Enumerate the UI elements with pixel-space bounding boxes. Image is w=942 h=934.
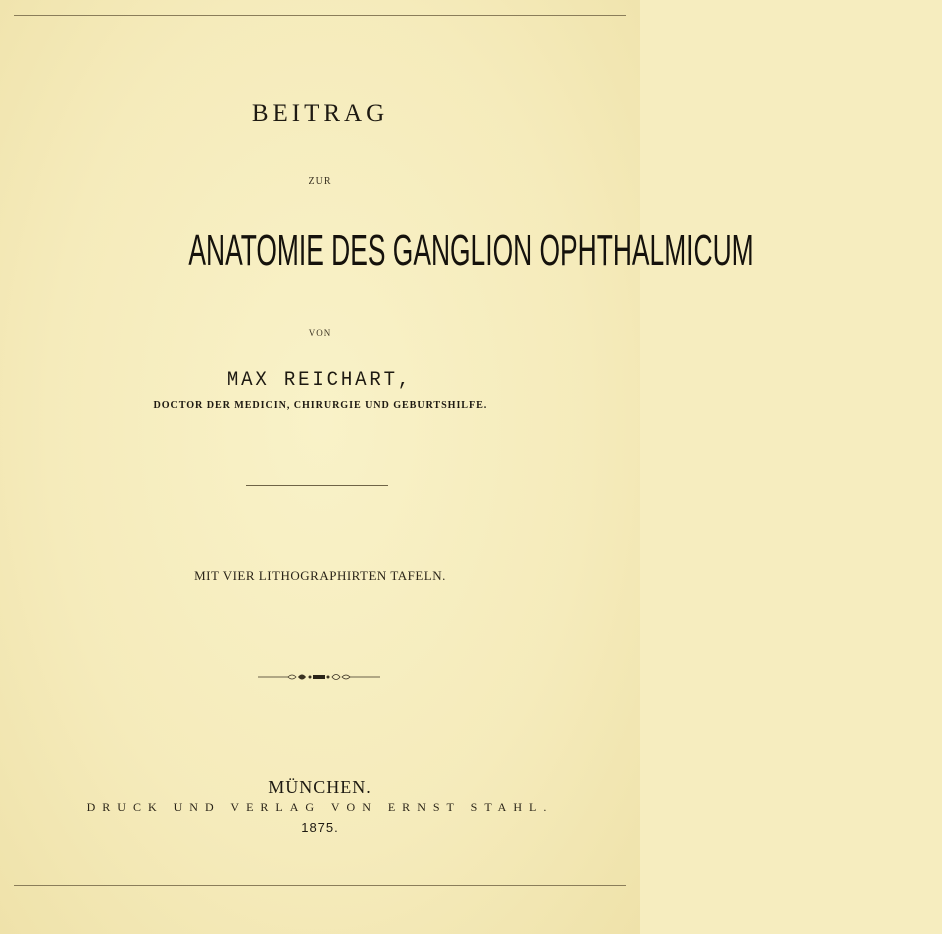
year: 1875. xyxy=(301,820,339,835)
author-degree xyxy=(0,399,640,411)
divider-rule xyxy=(246,485,388,486)
author-degree-text: DOCTOR DER MEDICIN, CHIRURGIE UND GEBURTSHILFE. xyxy=(153,399,487,411)
publisher: DRUCK UND VERLAG VON ERNST STAHL. xyxy=(86,800,554,814)
ornament-icon xyxy=(258,670,380,684)
author-name-text: MAX REICHART, xyxy=(227,369,413,392)
by-label: VON xyxy=(308,328,332,338)
main-title-text: ANATOMIE DES GANGLION OPHTHALMICUM xyxy=(188,226,754,275)
heading-beitrag: BEITRAG xyxy=(251,100,389,127)
bottom-border-line xyxy=(14,885,626,886)
plates-note: MIT VIER LITHOGRAPHIRTEN TAFELN. xyxy=(194,568,446,583)
top-border-line xyxy=(14,15,626,16)
preposition-zur: ZUR xyxy=(308,176,332,187)
city: MÜNCHEN. xyxy=(268,777,372,797)
author-name xyxy=(0,369,640,392)
main-title xyxy=(0,226,754,276)
